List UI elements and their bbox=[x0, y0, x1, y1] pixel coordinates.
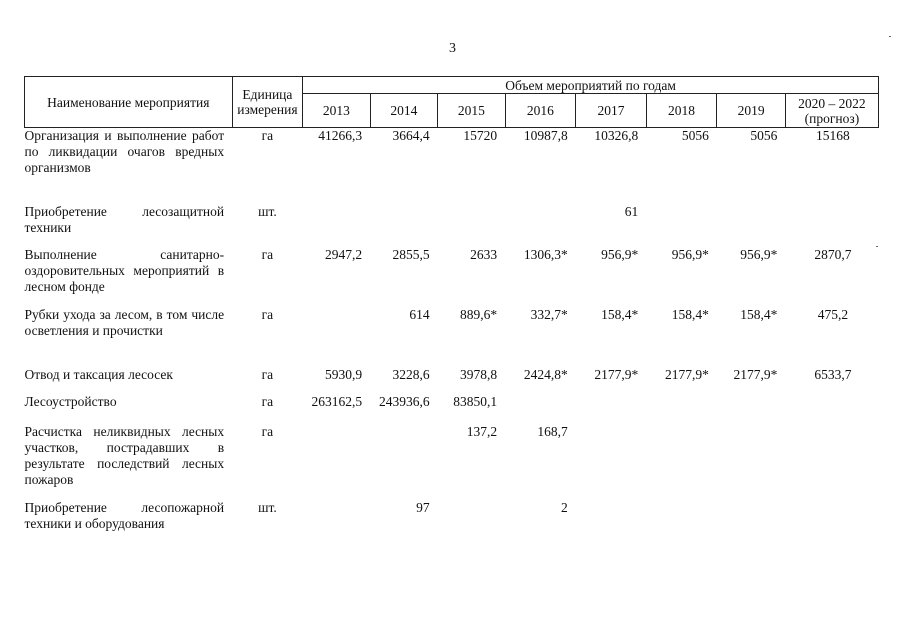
row-value bbox=[438, 204, 505, 247]
row-value bbox=[646, 424, 717, 500]
row-value: 158,4* bbox=[671, 306, 709, 322]
row-value: 956,9* bbox=[601, 246, 639, 262]
row-value: 2 bbox=[560, 499, 568, 515]
row-value bbox=[576, 500, 647, 536]
row-value: 2424,8* bbox=[523, 366, 568, 382]
header-unit: Единица измерения bbox=[232, 77, 303, 128]
table-row bbox=[25, 500, 879, 536]
row-value: 2177,9* bbox=[664, 366, 709, 382]
row-value bbox=[717, 500, 786, 536]
row-unit: га bbox=[261, 423, 274, 439]
row-name: Выполнение санитарно-оздоровительных мероприятий в лесном фонде bbox=[24, 246, 225, 294]
row-value: 2177,9* bbox=[594, 366, 639, 382]
table-row bbox=[25, 307, 879, 367]
row-unit: га bbox=[261, 393, 274, 409]
row-value: 158,4* bbox=[740, 306, 778, 322]
row-value: 97 bbox=[416, 499, 430, 515]
row-value bbox=[576, 424, 647, 500]
row-value: 61 bbox=[624, 203, 639, 219]
row-value: 15720 bbox=[463, 128, 498, 143]
row-value bbox=[717, 394, 786, 424]
row-value bbox=[717, 204, 786, 247]
header-name: Наименование мероприятия bbox=[25, 77, 233, 128]
row-value: 3978,8 bbox=[460, 366, 498, 382]
row-value: 168,7 bbox=[537, 423, 568, 439]
row-value: 41266,3 bbox=[318, 128, 363, 143]
row-name: Приобретение лесозащитной техники bbox=[24, 203, 225, 235]
row-value bbox=[785, 500, 878, 536]
table-row bbox=[25, 394, 879, 424]
row-value bbox=[646, 500, 717, 536]
row-value bbox=[303, 500, 370, 536]
row-value: 2870,7 bbox=[814, 246, 852, 262]
row-name: Отвод и таксация лесосек bbox=[24, 366, 173, 382]
row-value bbox=[646, 204, 717, 247]
header-year: 2017 bbox=[576, 94, 647, 128]
table-row bbox=[25, 247, 879, 307]
row-unit: га bbox=[261, 366, 274, 382]
row-unit: га bbox=[261, 246, 274, 262]
table-row bbox=[25, 128, 879, 204]
table-body bbox=[25, 128, 879, 536]
row-value: 10326,8 bbox=[594, 128, 639, 143]
row-value: 6533,7 bbox=[814, 366, 852, 382]
row-value: 5056 bbox=[750, 128, 778, 143]
table-row bbox=[25, 204, 879, 247]
row-unit: шт. bbox=[258, 499, 277, 515]
row-value bbox=[646, 394, 717, 424]
header-year: 2018 bbox=[646, 94, 717, 128]
row-value: 889,6* bbox=[460, 306, 498, 322]
row-name: Лесоустройство bbox=[24, 393, 117, 409]
row-value bbox=[785, 424, 878, 500]
row-value: 243936,6 bbox=[379, 393, 430, 409]
row-value bbox=[370, 424, 437, 500]
row-value: 3228,6 bbox=[392, 366, 430, 382]
header-year: 2019 bbox=[717, 94, 786, 128]
row-unit: шт. bbox=[258, 203, 277, 219]
row-value: 263162,5 bbox=[311, 393, 363, 409]
row-value bbox=[505, 204, 576, 247]
row-value: 2947,2 bbox=[325, 246, 363, 262]
row-value: 158,4* bbox=[601, 306, 639, 322]
row-value: 2633 bbox=[470, 246, 498, 262]
row-value: 2855,5 bbox=[392, 246, 430, 262]
row-value bbox=[370, 204, 437, 247]
row-value: 614 bbox=[409, 306, 430, 322]
row-value: 5056 bbox=[681, 128, 709, 143]
row-unit: га bbox=[261, 306, 274, 322]
row-name: Организация и выполнение работ по ликвидации очагов вредных организмов bbox=[24, 128, 225, 175]
row-name: Рубки ухода за лесом, в том числе осветления и прочистки bbox=[24, 306, 225, 338]
row-value bbox=[576, 394, 647, 424]
row-value: 83850,1 bbox=[453, 393, 498, 409]
row-value: 956,9* bbox=[671, 246, 709, 262]
row-value bbox=[717, 424, 786, 500]
row-value bbox=[438, 500, 505, 536]
row-value: 137,2 bbox=[466, 423, 498, 439]
row-value: 2177,9* bbox=[733, 366, 778, 382]
row-value: 332,7* bbox=[530, 306, 568, 322]
row-unit: га bbox=[261, 128, 274, 143]
row-value bbox=[303, 307, 370, 367]
table-row bbox=[25, 424, 879, 500]
row-value: 956,9* bbox=[740, 246, 778, 262]
header-year: 2013 bbox=[303, 94, 370, 128]
row-value bbox=[303, 424, 370, 500]
row-value: 1306,3* bbox=[523, 246, 568, 262]
table-header bbox=[25, 77, 879, 128]
header-year: 2014 bbox=[370, 94, 437, 128]
row-name: Расчистка неликвидных лесных участков, пострадавших в результате последствий лесных пожаров bbox=[24, 423, 225, 487]
table-row bbox=[25, 367, 879, 394]
header-year: 2020 – 2022 (прогноз) bbox=[785, 94, 878, 128]
row-value: 5930,9 bbox=[325, 366, 363, 382]
row-value bbox=[303, 204, 370, 247]
activities-table bbox=[24, 76, 879, 536]
row-value bbox=[505, 394, 576, 424]
row-value bbox=[785, 204, 878, 247]
header-years-group: Объем мероприятий по годам bbox=[303, 77, 879, 94]
scan-speck bbox=[889, 36, 891, 37]
header-year: 2016 bbox=[505, 94, 576, 128]
row-value bbox=[785, 394, 878, 424]
page-number: 3 bbox=[449, 41, 456, 56]
row-name: Приобретение лесопожарной техники и оборудования bbox=[24, 499, 225, 531]
row-value: 10987,8 bbox=[523, 128, 568, 143]
row-value: 3664,4 bbox=[392, 128, 430, 143]
row-value: 475,2 bbox=[817, 306, 849, 322]
row-value: 15168 bbox=[816, 128, 850, 143]
header-year: 2015 bbox=[438, 94, 505, 128]
